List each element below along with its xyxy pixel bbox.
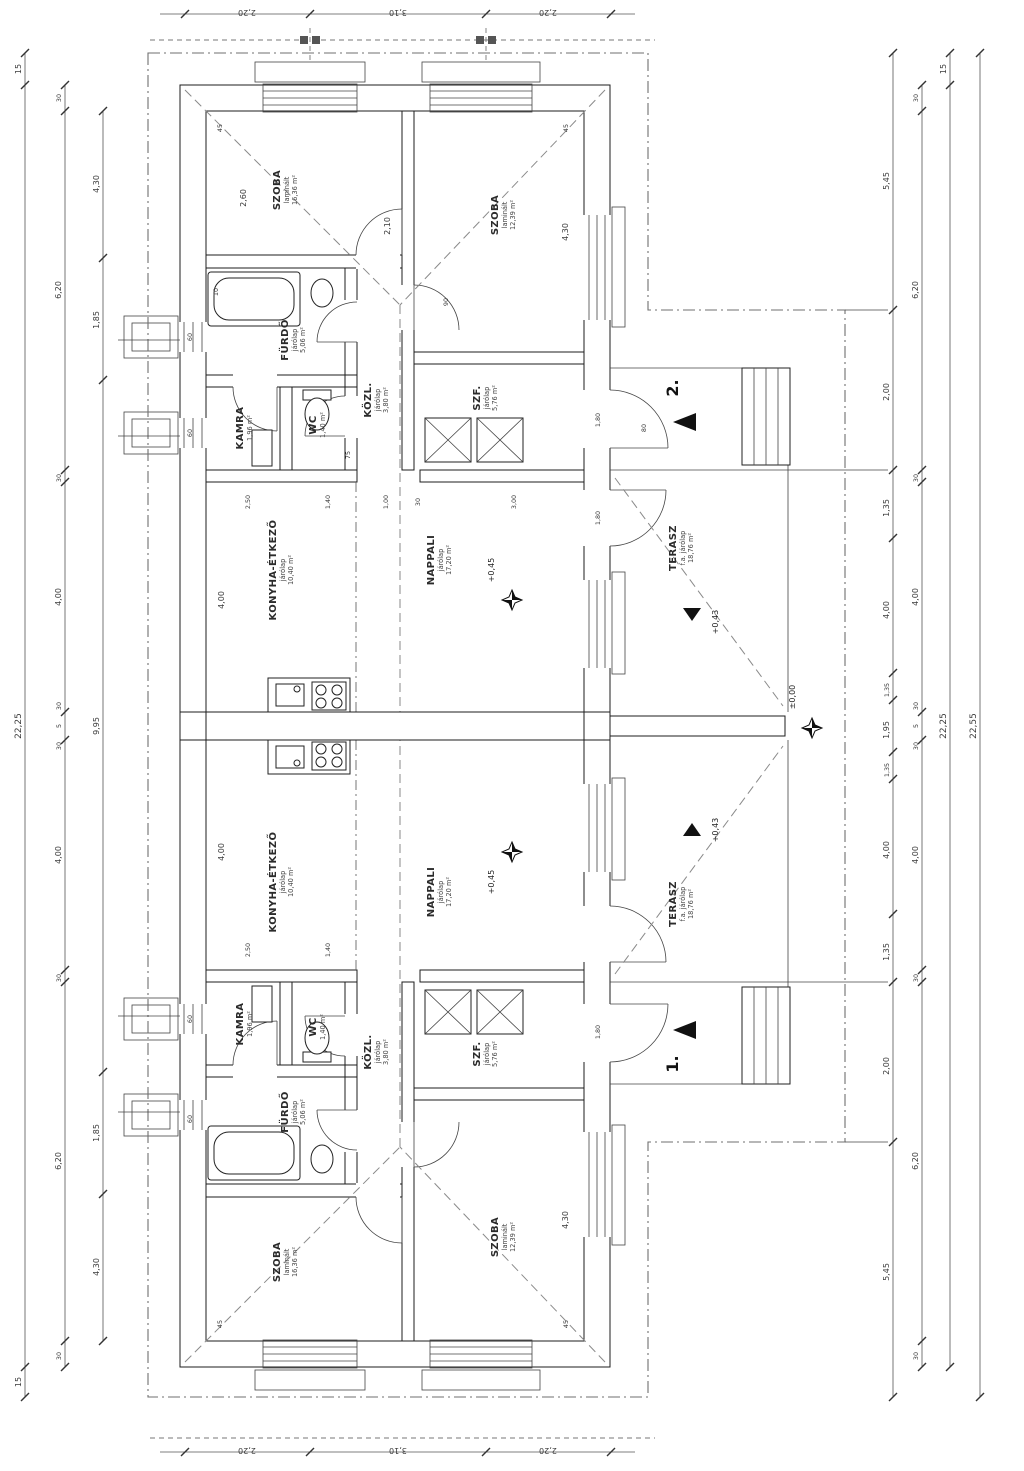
dim-label: 1,35 — [883, 762, 891, 778]
room-label: TERASZ — [668, 881, 679, 927]
dim-label: 5 — [55, 723, 63, 729]
room-label: KÖZL. — [363, 1034, 374, 1070]
dim-label: 4,00 — [54, 846, 63, 864]
dim-label: 30 — [912, 973, 920, 983]
level-value: ±0,00 — [788, 684, 797, 710]
room-label: SZOBA — [272, 169, 283, 211]
dim-label: 30 — [55, 973, 63, 983]
dim-label: 6,20 — [54, 281, 63, 299]
room-area: 12,39 m² — [509, 199, 517, 231]
level-value: +0,45 — [487, 869, 496, 895]
room-label: KONYHA-ÉTKEZŐ — [268, 831, 279, 933]
axis-marker — [488, 36, 496, 44]
room-label: TERASZ — [668, 525, 679, 571]
dim-label: 4,00 — [882, 601, 891, 619]
room-area: 16,36 m² — [291, 174, 299, 206]
room-area: 5,76 m² — [491, 1041, 499, 1067]
dim-label: 22,25 — [14, 713, 24, 739]
entrance-1-label: 1. — [663, 1055, 682, 1073]
dim-label: 60 — [186, 1114, 194, 1124]
dim-label: 2,60 — [239, 189, 248, 207]
dim-label: 1,40 — [324, 494, 332, 510]
dim-label: 60 — [186, 428, 194, 438]
dim-label: 2,20 — [539, 1446, 557, 1455]
dim-label: 4,30 — [561, 223, 570, 241]
dim-label: 1,80 — [594, 510, 602, 526]
dim-label: 1,40 — [324, 942, 332, 958]
room-area: 3,80 m² — [382, 387, 390, 413]
dim-label: 4,30 — [92, 1258, 101, 1276]
dim-label: 45 — [216, 1319, 224, 1329]
room-area: 1,96 m² — [246, 415, 254, 441]
room-finish: járólap — [279, 558, 287, 582]
room-label: FÜRDŐ — [280, 1091, 291, 1133]
room-label: FÜRDŐ — [280, 319, 291, 361]
room-area: 1,96 m² — [246, 1011, 254, 1037]
dim-label: 1,85 — [92, 311, 101, 329]
dim-label: 22,25 — [939, 713, 949, 739]
dim-label: 10 — [212, 287, 220, 297]
dim-label: 1,35 — [882, 943, 891, 961]
dim-label: 1,00 — [382, 494, 390, 510]
dim-label: 4,00 — [911, 846, 920, 864]
room-area: 18,76 m² — [687, 888, 695, 920]
dim-label: 45 — [562, 123, 570, 133]
room-label: SZF. — [472, 1041, 483, 1067]
level-value: +0,43 — [711, 817, 720, 843]
room-area: 5,76 m² — [491, 385, 499, 411]
room-label: KAMRA — [235, 1002, 246, 1046]
dim-label: 1,80 — [594, 412, 602, 428]
room-area: 5,06 m² — [299, 1099, 307, 1125]
room-label: SZOBA — [490, 1216, 501, 1258]
dim-label: 1,95 — [882, 721, 891, 739]
dim-label: 4,00 — [911, 588, 920, 606]
dim-label: 2,50 — [244, 494, 252, 510]
room-finish: járólap — [437, 880, 445, 904]
room-finish: járólap — [374, 1040, 382, 1064]
dim-label: 30 — [55, 473, 63, 483]
dim-label: 30 — [55, 701, 63, 711]
level-value: +0,45 — [487, 557, 496, 583]
room-label: KONYHA-ÉTKEZŐ — [268, 519, 279, 621]
party-wall — [180, 712, 785, 740]
dim-label: 4,00 — [217, 843, 226, 861]
dim-label: 60 — [186, 1014, 194, 1024]
dim-label: 90 — [442, 297, 450, 307]
room-label: SZOBA — [272, 1241, 283, 1283]
dim-label: 30 — [55, 1351, 63, 1361]
dim-label: 9,95 — [92, 717, 101, 735]
room-finish: laminált — [501, 1223, 509, 1251]
room-label: KÖZL. — [363, 382, 374, 418]
level-markers — [487, 558, 822, 895]
dim-label: 2,00 — [882, 1057, 891, 1075]
room-finish: járólap — [291, 1100, 299, 1124]
dim-label: 1,35 — [882, 499, 891, 517]
room-area: 10,40 m² — [287, 554, 295, 586]
room-area: 10,40 m² — [287, 866, 295, 898]
room-area: 16,36 m² — [291, 1246, 299, 1278]
dim-label: 3,10 — [389, 1446, 407, 1455]
entrance-2-label: 2. — [663, 379, 682, 397]
dim-label: 15 — [939, 63, 948, 75]
level-value: +0,43 — [711, 609, 720, 635]
dim-label: 4,00 — [882, 841, 891, 859]
room-finish: járólap — [437, 548, 445, 572]
dim-label: 30 — [912, 93, 920, 103]
dim-label: 5 — [912, 723, 920, 729]
room-area: 12,39 m² — [509, 1221, 517, 1253]
dim-label: 4,00 — [217, 591, 226, 609]
room-label: WC — [308, 415, 319, 435]
dim-label: 30 — [912, 473, 920, 483]
room-area: 1,40 m² — [319, 1014, 327, 1040]
room-finish: laminált — [283, 176, 291, 204]
dim-label: 80 — [640, 423, 648, 433]
dim-label: 4,30 — [92, 175, 101, 193]
unit-1-geometry — [124, 740, 790, 1390]
dim-label: 2,20 — [238, 1446, 256, 1455]
room-finish: járólap — [483, 386, 491, 410]
dim-label: 75 — [344, 450, 352, 460]
room-finish: járólap — [483, 1042, 491, 1066]
dim-label: 2,00 — [882, 383, 891, 401]
dim-label: 2,20 — [539, 8, 557, 17]
room-label: KAMRA — [235, 406, 246, 450]
dim-label: 30 — [912, 701, 920, 711]
dim-label: 2,10 — [383, 217, 392, 235]
room-area: 3,80 m² — [382, 1039, 390, 1065]
dim-label: 30 — [912, 1351, 920, 1361]
room-label: SZOBA — [490, 194, 501, 236]
dim-label: 4,30 — [561, 1211, 570, 1229]
room-label: NAPPALI — [426, 866, 437, 918]
dim-label: 6,20 — [911, 281, 920, 299]
dim-label: 15 — [14, 1376, 23, 1388]
dim-label: 45 — [562, 1319, 570, 1329]
dim-label: 30 — [55, 741, 63, 751]
dim-label: 2,20 — [238, 8, 256, 17]
axis-marker — [312, 36, 320, 44]
room-area: 5,06 m² — [299, 327, 307, 353]
dim-label: 6,20 — [54, 1152, 63, 1170]
room-finish: járólap — [279, 870, 287, 894]
room-finish: járólap — [374, 388, 382, 412]
dim-label: 30 — [912, 741, 920, 751]
axis-marker — [476, 36, 484, 44]
room-finish: laminált — [501, 201, 509, 229]
room-finish: f.a. járólap — [679, 530, 687, 566]
dim-label: 6,20 — [911, 1152, 920, 1170]
dim-label: 2,50 — [244, 942, 252, 958]
dim-label: 30 — [414, 497, 422, 507]
room-area: 1,40 m² — [319, 412, 327, 438]
room-label: NAPPALI — [426, 534, 437, 586]
room-label: WC — [308, 1017, 319, 1037]
axis-marker — [300, 36, 308, 44]
dim-label: 5,45 — [882, 172, 891, 190]
dim-label: 22,55 — [969, 713, 979, 739]
dim-label: 60 — [186, 332, 194, 342]
room-finish: laminált — [283, 1248, 291, 1276]
dim-label: 30 — [55, 93, 63, 103]
room-area: 18,76 m² — [687, 532, 695, 564]
dim-label: 1,85 — [92, 1124, 101, 1142]
room-finish: f.a. járólap — [679, 886, 687, 922]
room-area: 17,20 m² — [445, 876, 453, 908]
room-label: SZF. — [472, 385, 483, 411]
dim-label: 4,00 — [54, 588, 63, 606]
dim-label: 5,45 — [882, 1263, 891, 1281]
dim-label: 3,00 — [510, 494, 518, 510]
dim-label: 15 — [14, 63, 23, 75]
dim-label: 45 — [216, 123, 224, 133]
entrance-markers — [663, 379, 696, 1072]
room-finish: járólap — [291, 328, 299, 352]
room-area: 17,20 m² — [445, 544, 453, 576]
dim-label: 1,35 — [883, 682, 891, 698]
dim-label: 1,80 — [594, 1024, 602, 1040]
dim-label: 3,10 — [389, 8, 407, 17]
